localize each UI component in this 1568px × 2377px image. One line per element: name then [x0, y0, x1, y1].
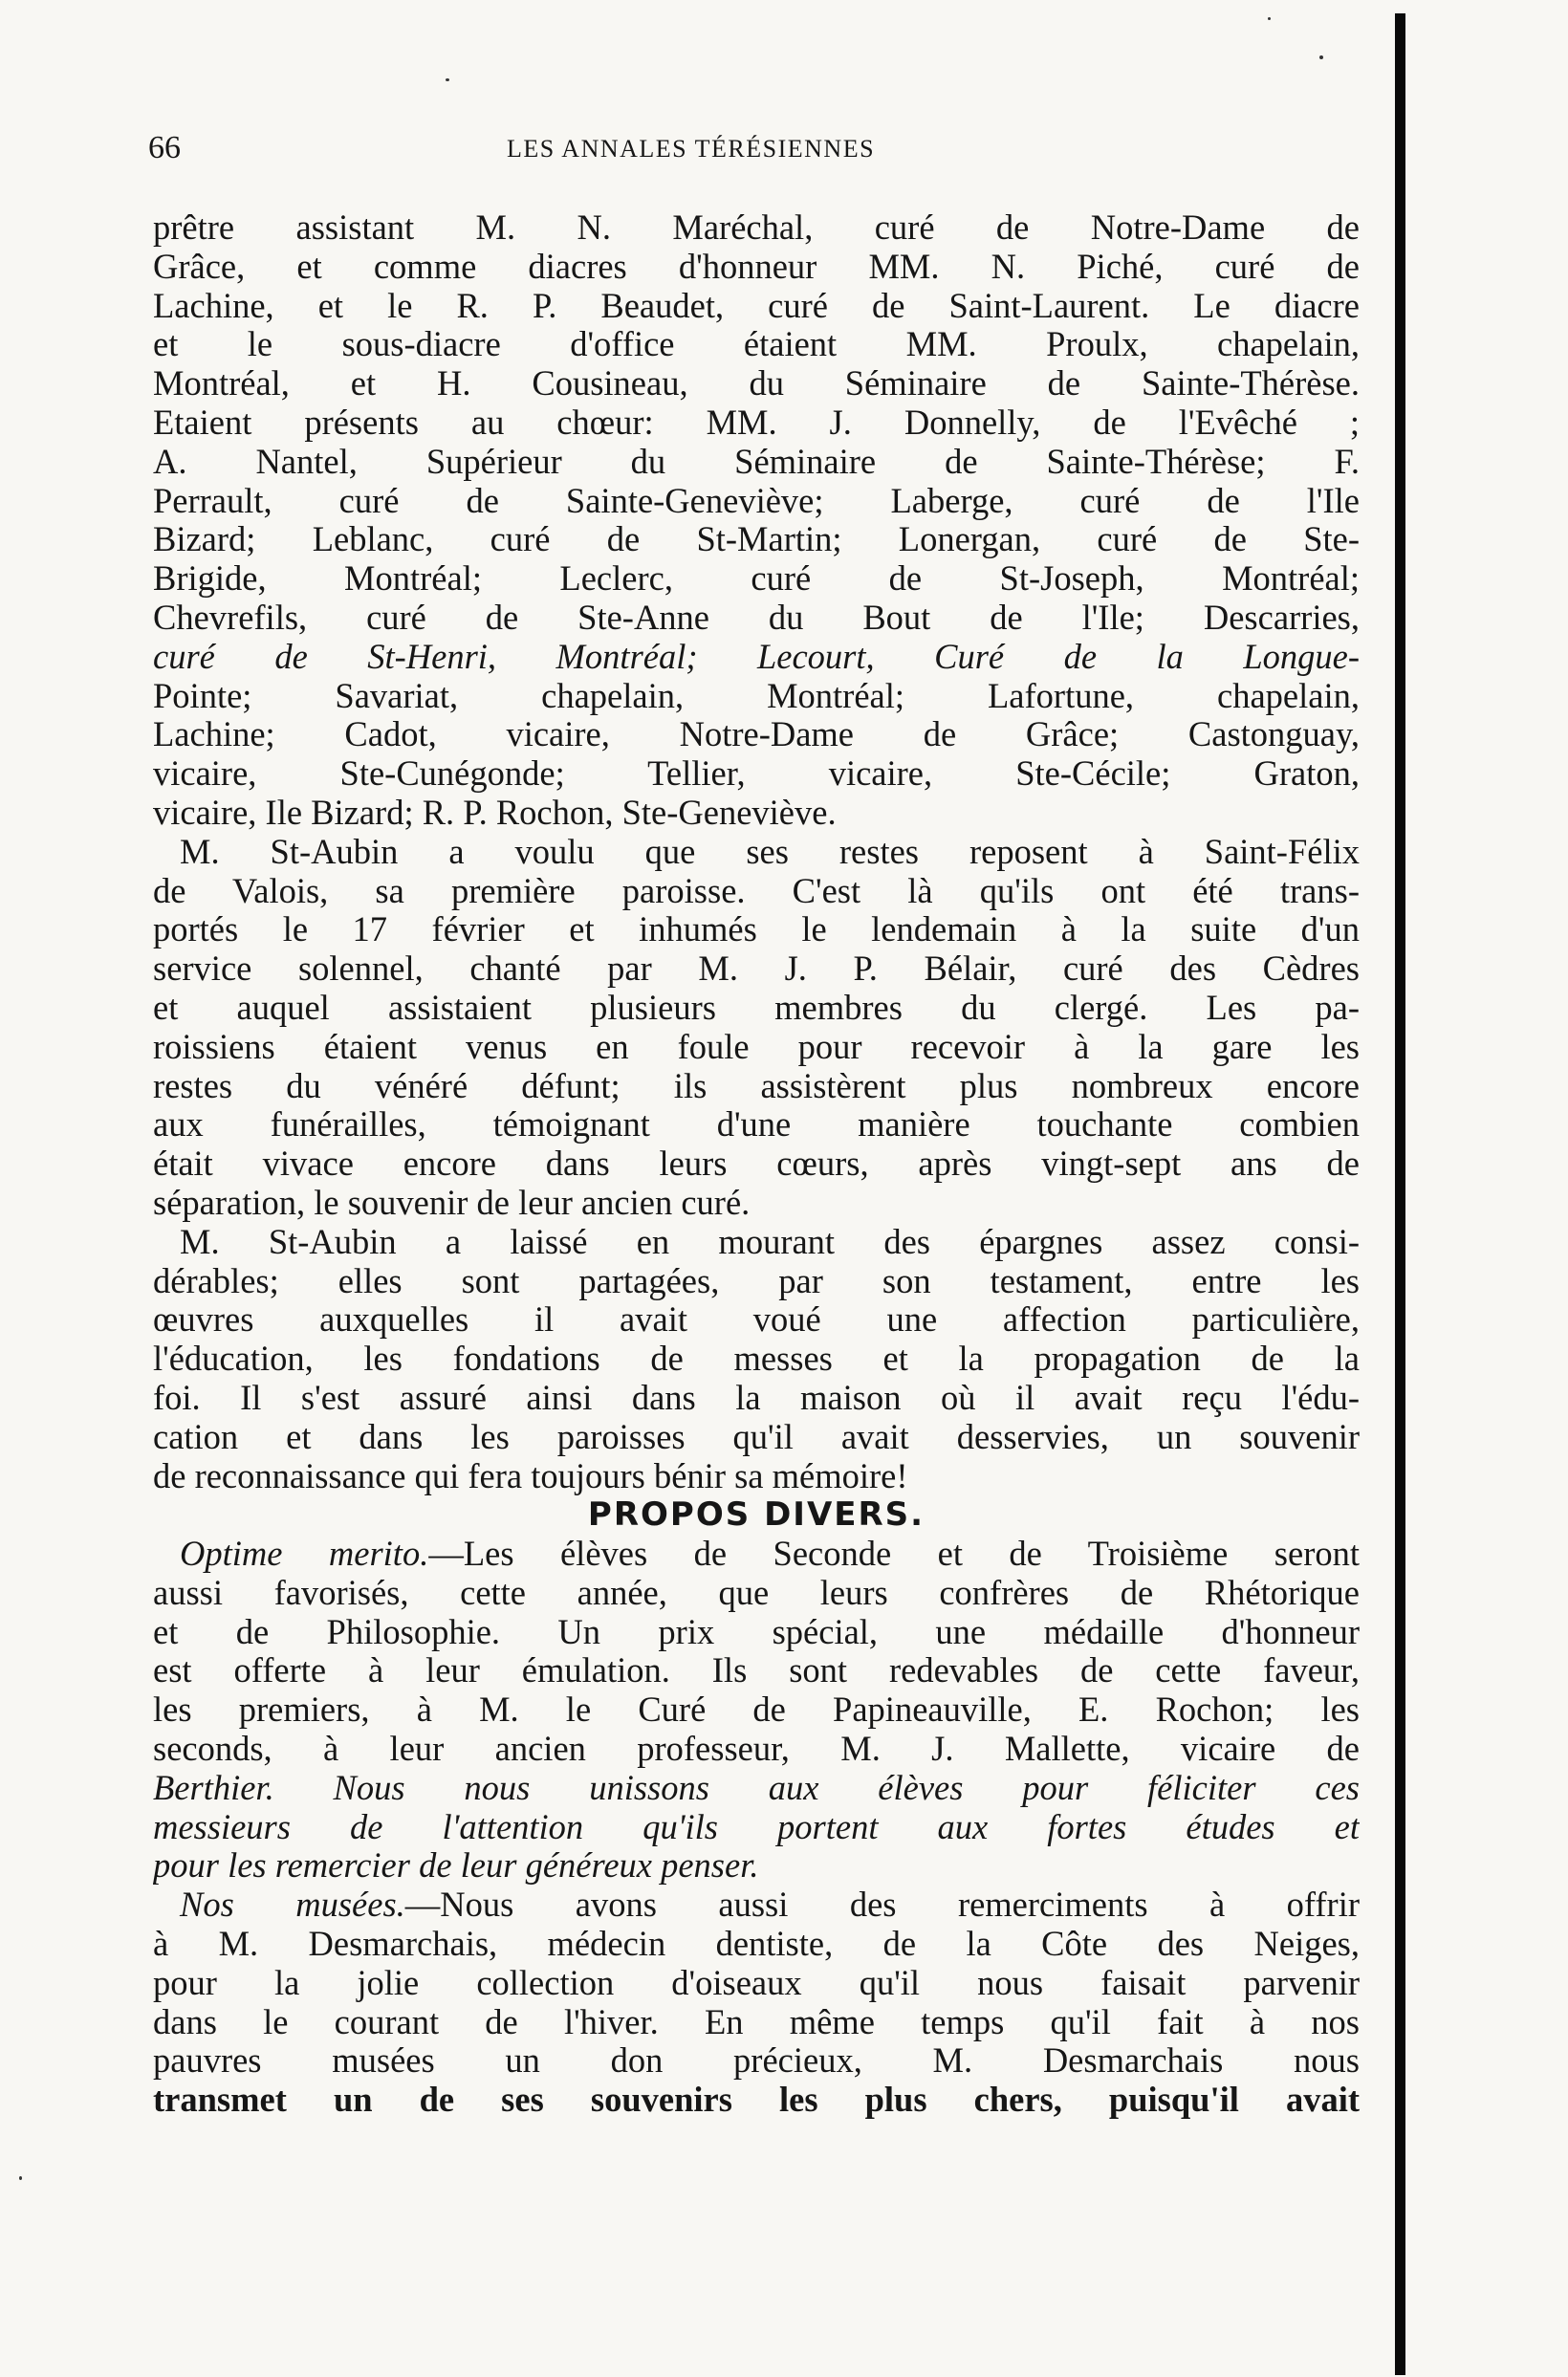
body-line: service solennel, chanté par M. J. P. Bélair, curé des Cèdres [153, 949, 1360, 989]
body-line: est offerte à leur émulation. Ils sont redevables de cette faveur, [153, 1651, 1360, 1690]
scan-speck [446, 78, 449, 81]
paragraph-first-line [153, 1535, 1360, 1574]
body-line: vicaire, Ile Bizard; R. P. Rochon, Ste-Geneviève. [153, 793, 837, 832]
body-line: dérables; elles sont partagées, par son testament, entre les [153, 1261, 1360, 1300]
body-line: Lachine, et le R. P. Beaudet, curé de Saint-Laurent. Le diacre [153, 286, 1360, 325]
body-line: dans le courant de l'hiver. En même temps qu'il fait à nos [153, 2002, 1360, 2041]
section-title: PROPOS DIVERS. [587, 1495, 926, 1535]
body-line: restes du vénéré défunt; ils assistèrent plus nombreux encore [153, 1066, 1360, 1105]
body-line: foi. Il s'est assuré ainsi dans la maison où il avait reçu l'édu- [153, 1378, 1360, 1417]
body-line: de Valois, sa première paroisse. C'est là qu'ils ont été trans- [153, 871, 1360, 910]
body-line: Montréal, et H. Cousineau, du Séminaire de Sainte-Thérèse. [153, 364, 1360, 403]
body-line: à M. Desmarchais, médecin dentiste, de la Côte des Neiges, [153, 1925, 1360, 1964]
body-line: œuvres auxquelles il avait voué une affection particulière, [153, 1300, 1360, 1340]
body-line: Perrault, curé de Sainte-Geneviève; Laberge, curé de l'Ile [153, 481, 1360, 520]
body-line: pauvres musées un don précieux, M. Desmarchais nous [153, 2041, 1360, 2081]
body-line: et de Philosophie. Un prix spécial, une médaille d'honneur [153, 1612, 1360, 1651]
body-line: cation et dans les paroisses qu'il avait desservies, un souvenir [153, 1417, 1360, 1456]
paragraph-lead: Nos musées. [180, 1886, 405, 1925]
body-line: de reconnaissance qui fera toujours bénir sa mémoire! [153, 1456, 908, 1495]
body-line: M. St-Aubin a laissé en mourant des épargnes assez consi- [180, 1222, 1360, 1261]
body-line: seconds, à leur ancien professeur, M. J. Mallette, vicaire de [153, 1730, 1360, 1769]
body-line: aux funérailles, témoignant d'une manière touchante combien [153, 1105, 1360, 1145]
body-line: vicaire, Ste-Cunégonde; Tellier, vicaire, Ste-Cécile; Graton, [153, 754, 1360, 794]
body-line: aussi favorisés, cette année, que leurs confrères de Rhétorique [153, 1573, 1360, 1612]
body-line: pour la jolie collection d'oiseaux qu'il nous faisait parvenir [153, 1963, 1360, 2002]
page-number: 66 [148, 130, 181, 165]
body-line: Pointe; Savariat, chapelain, Montréal; Lafortune, chapelain, [153, 676, 1360, 715]
paragraph-first-line [153, 1886, 1360, 1925]
scan-speck [1268, 17, 1271, 20]
body-line: portés le 17 février et inhumés le lendemain à la suite d'un [153, 910, 1360, 949]
body-line: A. Nantel, Supérieur du Séminaire de Sainte-Thérèse; F. [153, 442, 1360, 481]
body-line: séparation, le souvenir de leur ancien curé. [153, 1183, 751, 1222]
body-line: l'éducation, les fondations de messes et la propagation de la [153, 1340, 1360, 1379]
body-line: et auquel assistaient plusieurs membres du clergé. Les pa- [153, 988, 1360, 1027]
paragraph-text: —Les élèves de Seconde et de Troisième seront [428, 1535, 1360, 1574]
gutter-shadow [1395, 13, 1405, 2375]
body-line: curé de St-Henri, Montréal; Lecourt, Curé de la Longue- [153, 637, 1360, 676]
scan-speck [1319, 55, 1323, 59]
body-line: M. St-Aubin a voulu que ses restes reposent à Saint-Félix [180, 832, 1360, 871]
italic-line: messieurs de l'attention qu'ils portent aux fortes études et [153, 1807, 1360, 1846]
body-line: était vivace encore dans leurs cœurs, après vingt-sept ans de [153, 1145, 1360, 1184]
body-line: roissiens étaient venus en foule pour recevoir à la gare les [153, 1027, 1360, 1066]
body-line: Lachine; Cadot, vicaire, Notre-Dame de Grâce; Castonguay, [153, 715, 1360, 754]
paragraph-lead: Optime merito. [180, 1535, 429, 1574]
scan-speck [19, 2176, 22, 2180]
body-line: Etaient présents au chœur: MM. J. Donnelly, de l'Evêché ; [153, 403, 1360, 442]
body-line: Brigide, Montréal; Leclerc, curé de St-Joseph, Montréal; [153, 559, 1360, 599]
body-line: et le sous-diacre d'office étaient MM. Proulx, chapelain, [153, 325, 1360, 364]
paragraph-text: —Nous avons aussi des remerciments à offrir [404, 1886, 1360, 1925]
body-line: les premiers, à M. le Curé de Papineauville, E. Rochon; les [153, 1690, 1360, 1730]
italic-line: Berthier. Nous nous unissons aux élèves pour féliciter ces [153, 1768, 1360, 1807]
body-line: Bizard; Leblanc, curé de St-Martin; Lonergan, curé de Ste- [153, 520, 1360, 559]
main-text-column [153, 208, 1360, 2120]
body-line: Chevrefils, curé de Ste-Anne du Bout de l'Ile; Descarries, [153, 598, 1360, 637]
body-line: Grâce, et comme diacres d'honneur MM. N. Piché, curé de [153, 247, 1360, 286]
body-line: transmet un de ses souvenirs les plus chers, puisqu'il avait [153, 2081, 1360, 2120]
italic-line: pour les remercier de leur généreux penser. [153, 1846, 759, 1886]
running-head: LES ANNALES TÉRÉSIENNES [507, 135, 876, 163]
body-line: prêtre assistant M. N. Maréchal, curé de Notre-Dame de [153, 208, 1360, 247]
